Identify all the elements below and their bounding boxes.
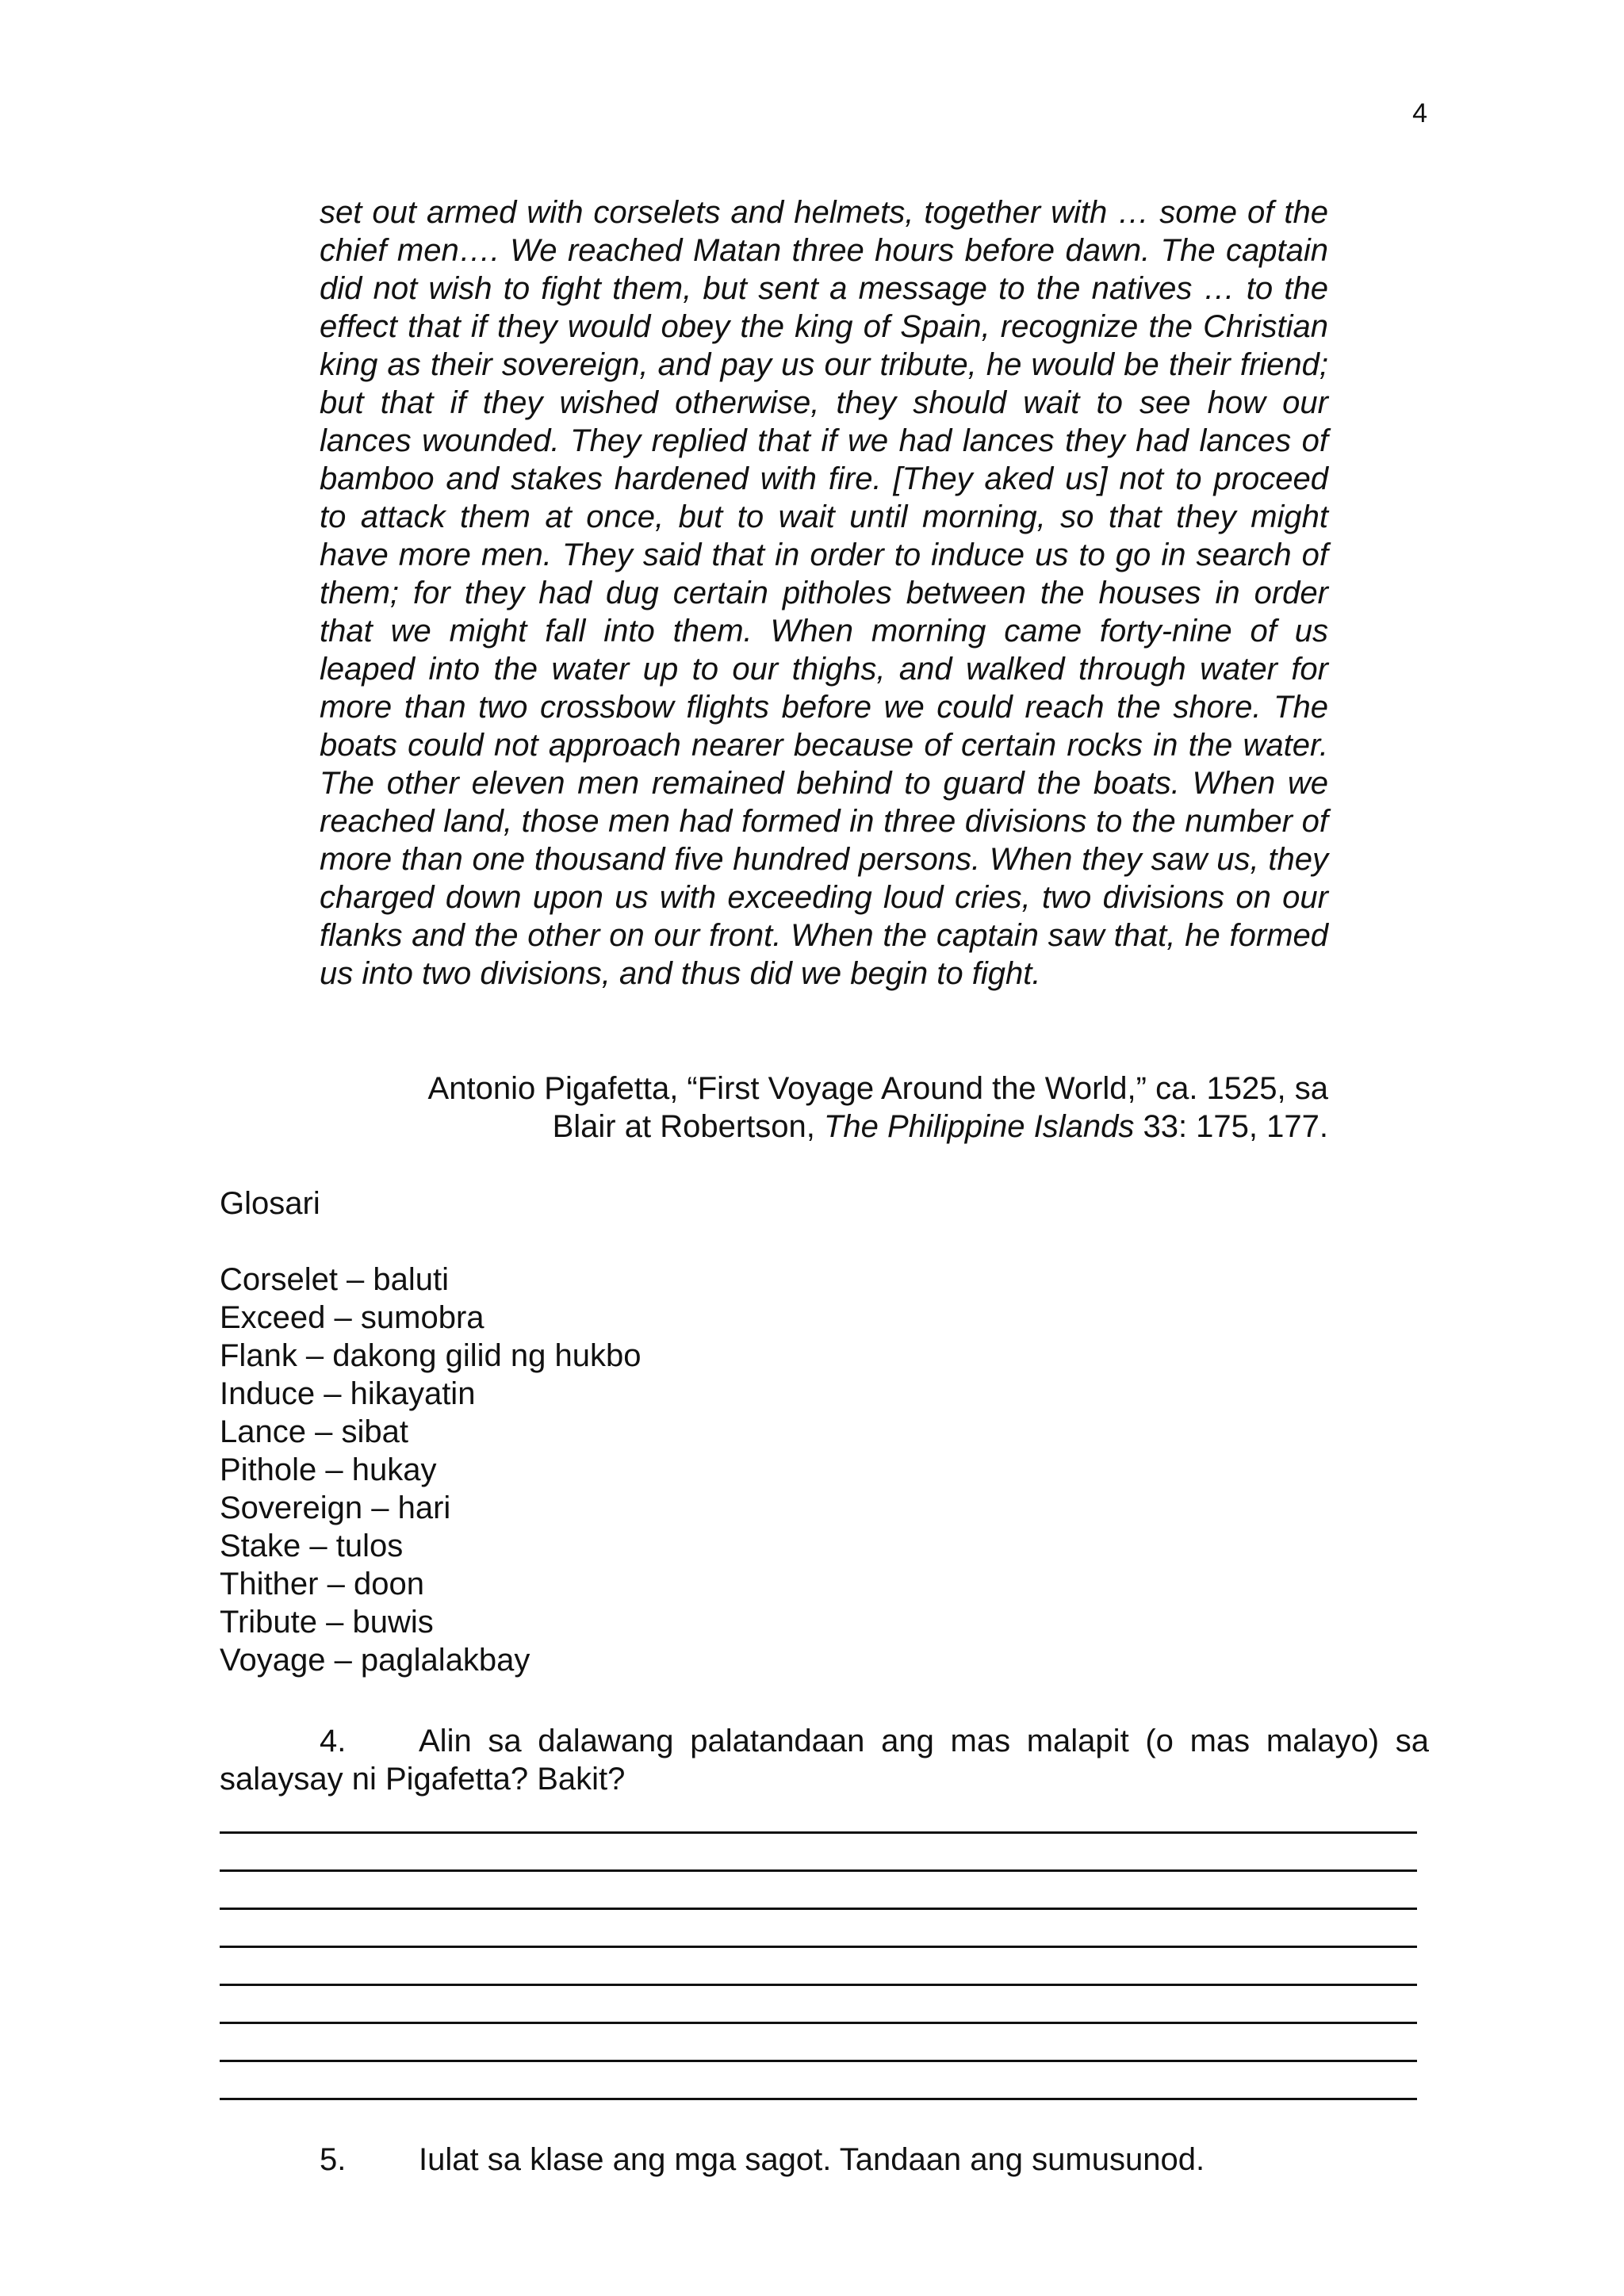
citation-line-1: Antonio Pigafetta, “First Voyage Around the World,” ca. 1525, sa	[427, 1071, 1328, 1106]
question-5-number: 5.	[320, 2142, 347, 2177]
citation-authors: Blair at Robertson,	[552, 1109, 824, 1144]
glossary-item: Exceed – sumobra	[220, 1300, 485, 1335]
glossary-item: Sovereign – hari	[220, 1490, 451, 1525]
question-5-text: Iulat sa klase ang mga sagot. Tandaan ang sumusunod.	[419, 2142, 1205, 2177]
citation-book-title: The Philippine Islands	[823, 1109, 1135, 1144]
question-4-text: Alin sa dalawang palatandaan ang mas malapit (o mas malayo) sa salaysay ni Pigafetta? Bakit?	[220, 1724, 1429, 1797]
glossary-item: Thither – doon	[220, 1567, 424, 1601]
answer-lines	[220, 1831, 1417, 2136]
question-4	[220, 1722, 1429, 1798]
glossary-item: Lance – sibat	[220, 1414, 408, 1449]
answer-line	[220, 1946, 1417, 1948]
citation-line-2	[320, 1108, 1328, 1146]
glossary-item: Induce – hikayatin	[220, 1376, 476, 1411]
glossary-item: Pithole – hukay	[220, 1452, 437, 1487]
glossary-item: Tribute – buwis	[220, 1605, 434, 1640]
answer-line	[220, 2022, 1417, 2024]
pigafetta-quote: set out armed with corselets and helmets, together with … some of the chief men…. We reached Matan three hours before dawn. The captain did not wish to fight them, but sent a message to the natives … to the effect that if they would obey the king of Spain, recognize the Christian king as their sovereign, and pay us our tribute, he would be their friend; but that if they wished otherwise, they should wait to see how our lances wounded. They replied that if we had lances they had lances of bamboo and stakes hardened with fire. [They aked us] not to proceed to attack them at once, but to wait until morning, so that they might have more men. They said that in order to induce us to go in search of them; for they had dug certain pitholes between the houses in order that we might fall into them. When morning came forty-nine of us leaped into the water up to our thighs, and walked through water for more than two crossbow flights before we could reach the shore. The boats could not approach nearer because of certain rocks in the water. The other eleven men remained behind to guard the boats. When we reached land, those men had formed in three divisions to the number of more than one thousand five hundred persons. When they saw us, they charged down upon us with exceeding loud cries, two divisions on our flanks and the other on our front. When the captain saw that, he formed us into two divisions, and thus did we begin to fight.	[320, 195, 1328, 991]
question-5	[220, 2141, 1429, 2179]
citation-pages: 33: 175, 177.	[1134, 1109, 1328, 1144]
answer-line	[220, 1984, 1417, 1986]
glossary-item: Flank – dakong gilid ng hukbo	[220, 1338, 642, 1373]
glossary-list	[220, 1261, 641, 1679]
page-number: 4	[1412, 98, 1427, 128]
answer-line	[220, 2098, 1417, 2100]
glossary-item: Voyage – paglalakbay	[220, 1643, 530, 1678]
answer-line	[220, 1908, 1417, 1910]
citation	[320, 1070, 1328, 1146]
answer-line	[220, 2060, 1417, 2062]
glossary-title: Glosari	[220, 1186, 320, 1221]
glossary-item: Stake – tulos	[220, 1529, 404, 1563]
answer-line	[220, 1869, 1417, 1872]
answer-line	[220, 1831, 1417, 1834]
question-4-number: 4.	[320, 1724, 347, 1758]
glossary-item: Corselet – baluti	[220, 1262, 450, 1297]
